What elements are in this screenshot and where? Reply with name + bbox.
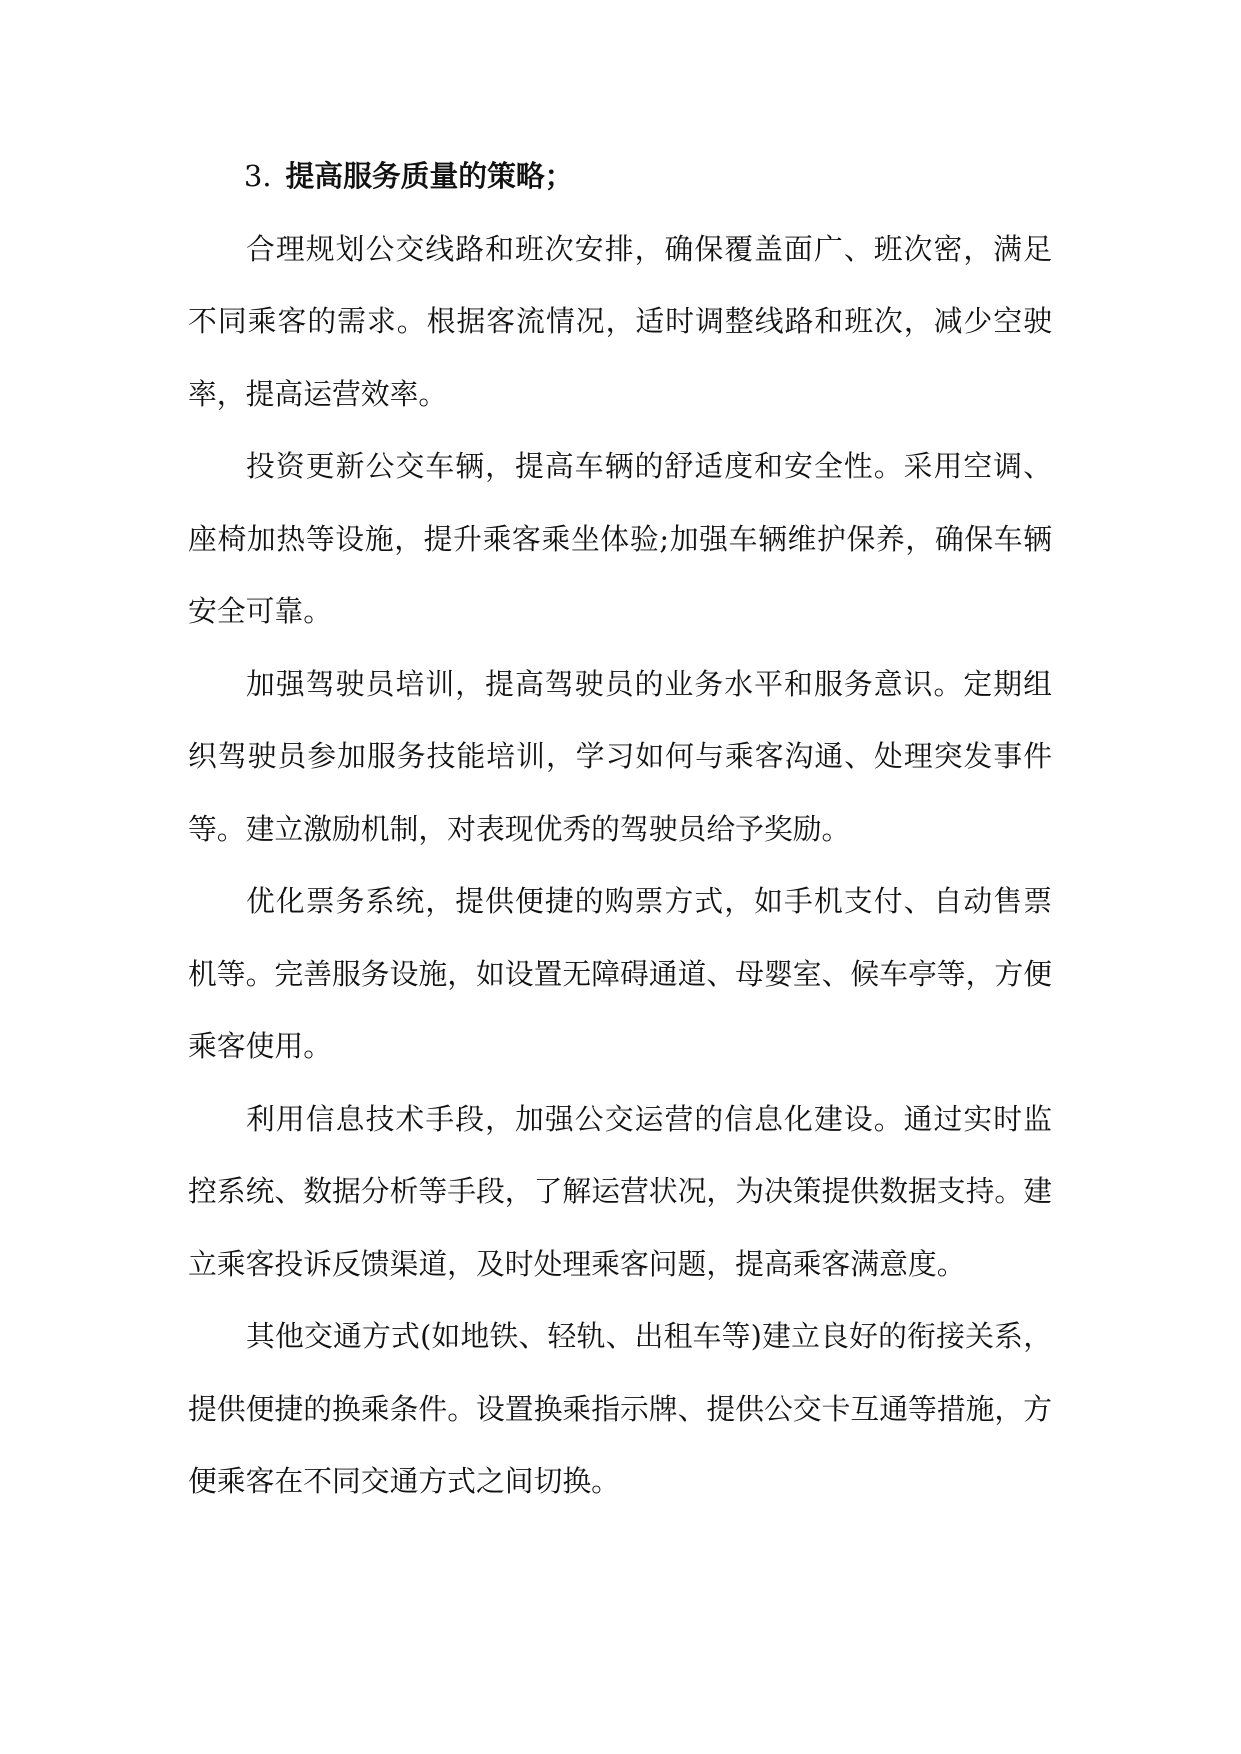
paragraph-drivers: 加强驾驶员培训，提高驾驶员的业务水平和服务意识。定期组织驾驶员参加服务技能培训，学习如何与乘客沟通、处理突发事件等。建立激励机制，对表现优秀的驾驶员给予奖励。	[188, 666, 1052, 846]
paragraph-transfer: 其他交通方式(如地铁、轻轨、出租车等)建立良好的衔接关系，提供便捷的换乘条件。设置换乘指示牌、提供公交卡互通等措施，方便乘客在不同交通方式之间切换。	[188, 1319, 1052, 1498]
section-heading	[188, 140, 1052, 213]
section-title: 提高服务质量的策略；	[285, 159, 574, 193]
document-body	[188, 140, 1052, 1518]
paragraph-information: 利用信息技术手段，加强公交运营的信息化建设。通过实时监控系统、数据分析等手段，了解运营状况，为决策提供数据支持。建立乘客投诉反馈渠道，及时处理乘客问题，提高乘客满意度。	[188, 1101, 1052, 1281]
paragraph-routes: 合理规划公交线路和班次安排，确保覆盖面广、班次密，满足不同乘客的需求。根据客流情况，适时调整线路和班次，减少空驶率，提高运营效率。	[188, 231, 1052, 411]
section-number: 3.	[244, 159, 272, 193]
paragraph-vehicles: 投资更新公交车辆，提高车辆的舒适度和安全性。采用空调、座椅加热等设施，提升乘客乘坐体验;加强车辆维护保养，确保车辆安全可靠。	[188, 449, 1052, 628]
paragraph-ticketing: 优化票务系统，提供便捷的购票方式，如手机支付、自动售票机等。完善服务设施，如设置无障碍通道、母婴室、候车亭等，方便乘客使用。	[188, 884, 1052, 1063]
